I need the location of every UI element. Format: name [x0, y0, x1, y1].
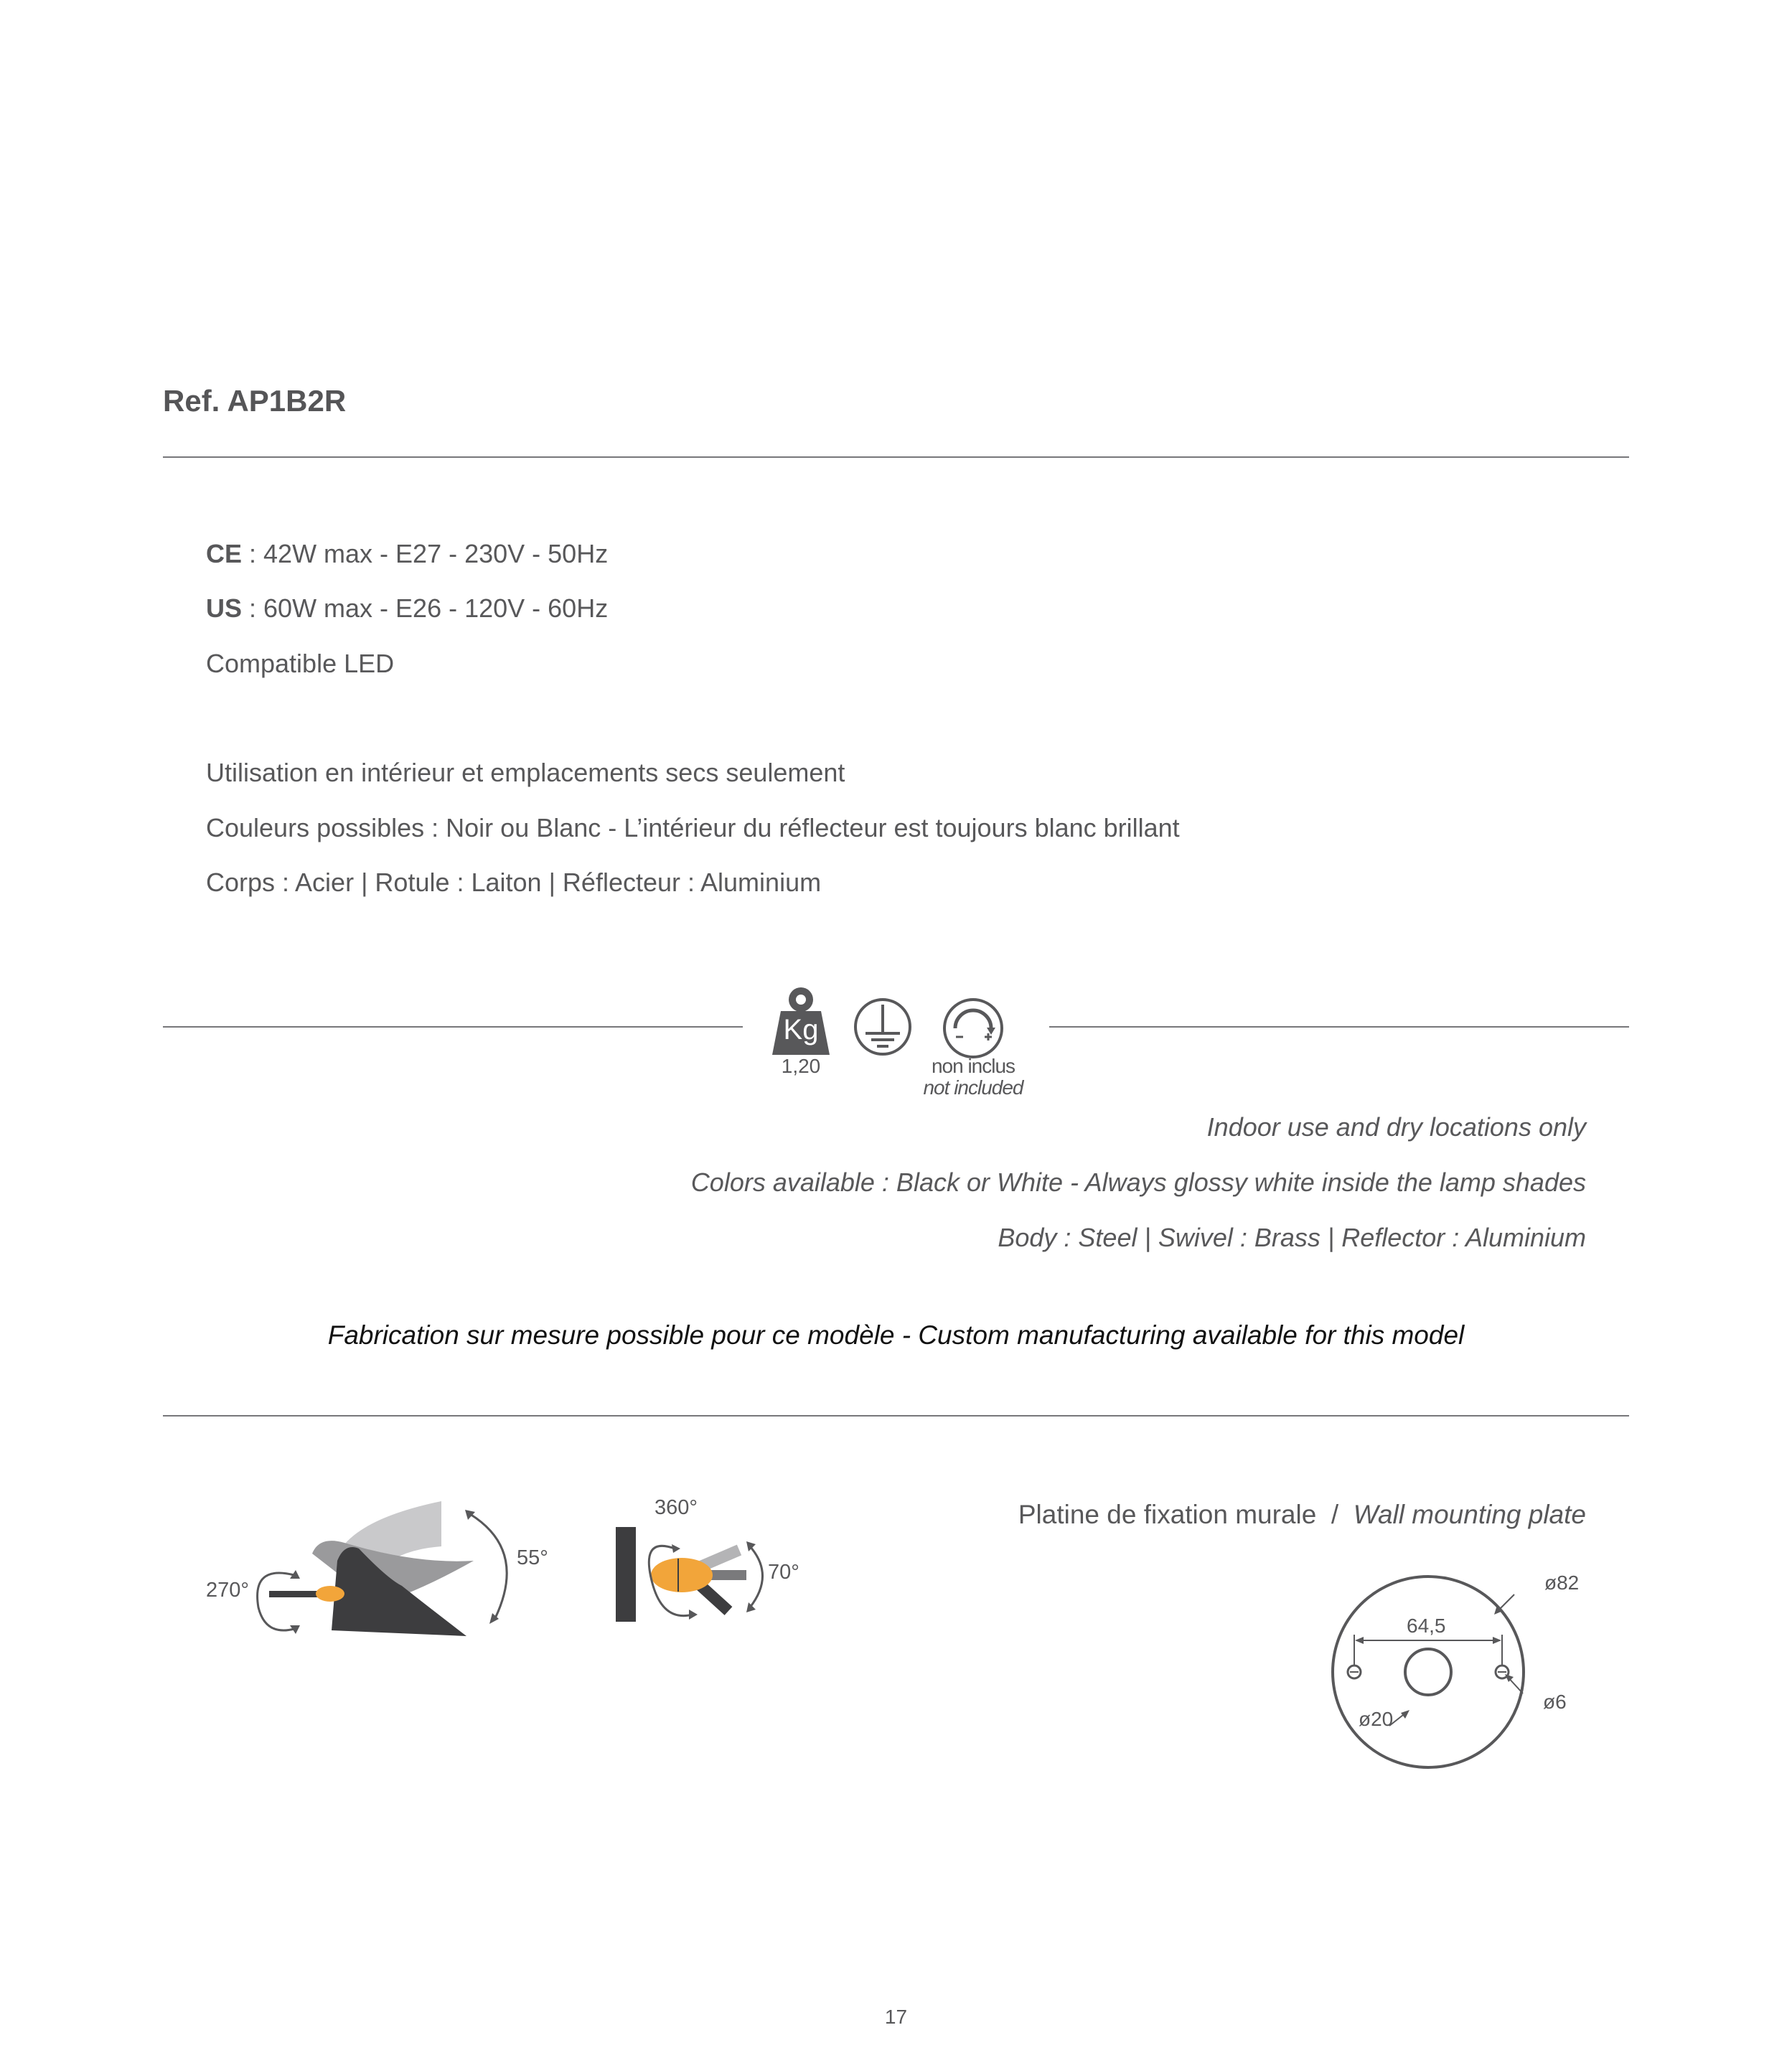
spec-ce [206, 538, 608, 570]
dimmer-note-fr: non inclus [931, 1055, 1015, 1077]
dimmer-note-en: not included [923, 1076, 1023, 1099]
spec-fr-colors: Couleurs possibles : Noir ou Blanc - L’intérieur du réflecteur est toujours blanc brillant [206, 813, 1180, 842]
ce-label: CE [206, 539, 243, 568]
mounting-plate-title [1018, 1500, 1586, 1530]
plate-title-separator: / [1316, 1500, 1354, 1529]
us-label: US [206, 593, 243, 623]
divider-bottom [163, 1415, 1629, 1417]
center-diameter-label: ø20 [1359, 1708, 1394, 1730]
plate-title-fr: Platine de fixation murale [1018, 1500, 1317, 1529]
spec-led: Compatible LED [206, 649, 395, 678]
spec-en-usage: Indoor use and dry locations only [1206, 1112, 1586, 1142]
us-value: : 60W max - E26 - 120V - 60Hz [242, 593, 609, 623]
dimmer-icon [942, 997, 1004, 1059]
shade-tilt-label: 55° [517, 1546, 548, 1569]
plate-title-en: Wall mounting plate [1353, 1500, 1586, 1529]
ce-value: : 42W max - E27 - 230V - 50Hz [242, 539, 609, 568]
divider-icons-left [163, 1026, 743, 1028]
reference-title: Ref. AP1B2R [163, 384, 347, 418]
hole-spacing-label: 64,5 [1407, 1615, 1446, 1637]
swivel-diagram [610, 1507, 775, 1629]
swivel-rotation-label: 360° [655, 1496, 698, 1519]
hole-diameter-label: ø6 [1543, 1691, 1567, 1713]
weight-unit: Kg [783, 1014, 819, 1046]
custom-manufacturing-note: Fabrication sur mesure possible pour ce modèle - Custom manufacturing available for this model [327, 1320, 1465, 1350]
ground-icon [853, 997, 912, 1056]
swivel-tilt-label: 70° [768, 1561, 799, 1584]
weight-value: 1,20 [781, 1055, 821, 1077]
spec-en-colors: Colors available : Black or White - Always glossy white inside the lamp shades [690, 1168, 1586, 1197]
spec-fr-usage: Utilisation en intérieur et emplacements secs seulement [206, 758, 845, 787]
outer-diameter-label: ø82 [1544, 1572, 1580, 1594]
spec-us [206, 593, 608, 624]
mounting-plate-drawing [1328, 1572, 1536, 1772]
spec-fr-materials: Corps : Acier | Rotule : Laiton | Réflecteur : Aluminium [206, 868, 822, 897]
divider-icons-right [1049, 1026, 1629, 1028]
arm-rotation-label: 270° [206, 1579, 249, 1602]
spec-en-materials: Body : Steel | Swivel : Brass | Reflector : Aluminium [998, 1223, 1586, 1252]
page-number: 17 [884, 2006, 908, 2028]
divider-top [163, 456, 1629, 458]
